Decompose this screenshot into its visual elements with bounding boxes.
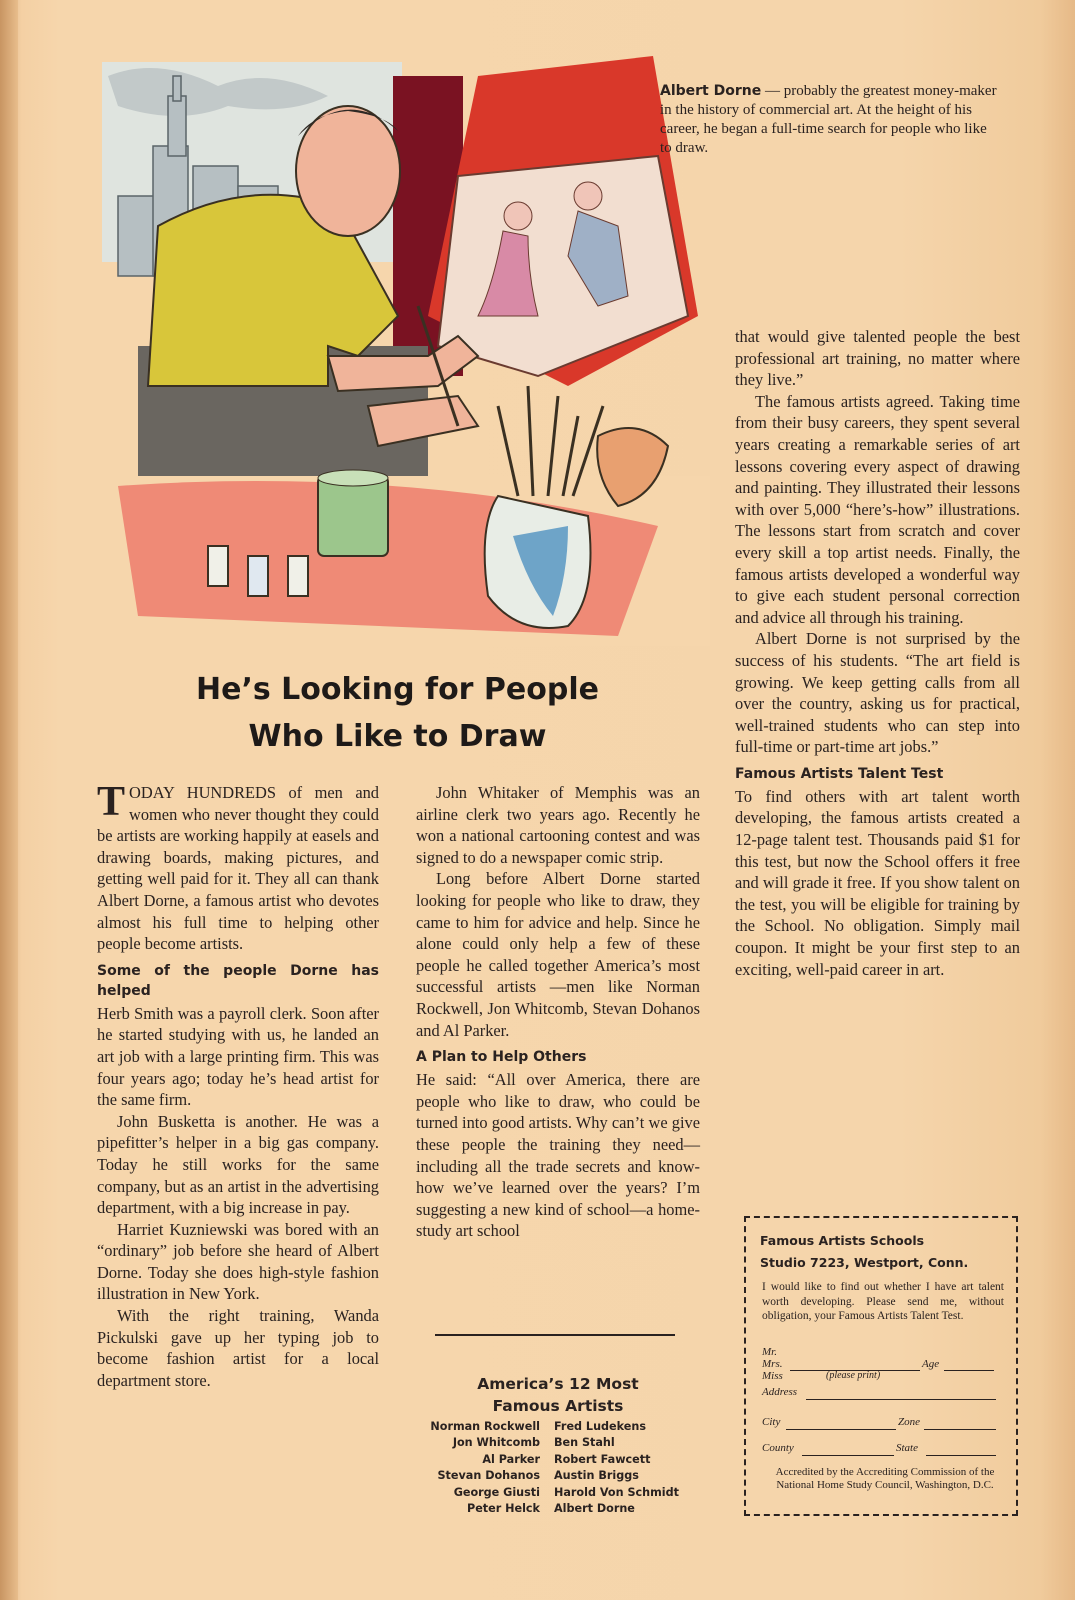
divider — [435, 1334, 675, 1336]
city-field[interactable] — [786, 1429, 896, 1430]
famous-artists-title — [416, 1373, 700, 1417]
column-2 — [416, 782, 700, 1242]
intro-rest: of men and women who never thought they could be artists are working happily at easels and drawing boards, making pictures, and getting well paid for it. They all can thank Albert Dorne, a famous artist who devotes almost his full time to helping other people become artists. — [97, 783, 379, 954]
county-field[interactable] — [802, 1455, 894, 1456]
artist-name: Albert Dorne — [554, 1502, 635, 1516]
artist-name: Robert Fawcett — [554, 1452, 651, 1466]
column-1 — [97, 779, 379, 1391]
famous-title-line-1: America’s 12 Most — [477, 1375, 639, 1393]
label-age: Age — [922, 1358, 940, 1370]
label-mrs: Mrs. — [762, 1358, 783, 1370]
artist-list-right — [554, 1419, 714, 1517]
section-heading-helped: Some of the people Dorne has helped — [97, 962, 379, 999]
illustration-caption — [660, 82, 1000, 158]
artist-name: Fred Ludekens — [554, 1420, 646, 1433]
zone-field[interactable] — [924, 1429, 996, 1430]
label-please-print: (please print) — [826, 1370, 881, 1381]
state-field[interactable] — [926, 1455, 996, 1456]
artist-name: George Giusti — [453, 1485, 540, 1499]
paragraph: Herb Smith was a payroll clerk. Soon after he started studying with us, he landed an art job with a large printing firm. This was four years ago; today he’s head artist for the same firm. — [97, 1003, 379, 1110]
artist-name: Stevan Dohanos — [437, 1469, 540, 1483]
label-city: City — [762, 1416, 781, 1428]
label-zone: Zone — [898, 1416, 920, 1428]
artist-name: Harold Von Schmidt — [554, 1485, 679, 1499]
artist-name: Norman Rockwell — [430, 1420, 540, 1433]
coupon-studio: Studio 7223, Westport, Conn. — [760, 1255, 969, 1270]
address-field[interactable] — [806, 1399, 996, 1400]
label-county: County — [762, 1442, 794, 1454]
paragraph: To find others with art talent worth developing, the famous artists created a 12-page talent test. Thousands paid $1 for this test, but now the School offers it free and will grade it free. If you show talent on the test, you will be eligible for training by the School. No obligation. Simply mail coupon. It might be your first step to an exciting, well-paid career in art. — [735, 786, 1020, 979]
caption-name: Albert Dorne — [660, 83, 762, 99]
artist-name: Al Parker — [482, 1452, 540, 1466]
intro-lead-caps: ODAY HUNDREDS — [129, 783, 276, 802]
paragraph: John Whitaker of Memphis was an airline clerk two years ago. Recently he won a national cartooning contest and was signed to do a newspaper comic strip. — [416, 783, 700, 867]
age-field[interactable] — [944, 1370, 994, 1371]
label-miss: Miss — [762, 1370, 783, 1382]
paragraph: With the right training, Wanda Pickulski gave up her typing job to become fashion artist for a local department store. — [97, 1306, 379, 1390]
headline-line-1: He’s Looking for People — [196, 672, 599, 707]
artist-list-left — [408, 1419, 540, 1517]
section-heading-plan: A Plan to Help Others — [416, 1049, 587, 1066]
coupon-request-text: I would like to find out whether I have art talent worth developing. Please send me, without obligation, your Famous Artists Talent Test. — [762, 1281, 1004, 1322]
headline-line-2: Who Like to Draw — [248, 719, 547, 754]
intro-paragraph — [97, 779, 379, 955]
paragraph: John Busketta is another. He was a pipefitter’s helper in a big gas company. Today he still works for the same company, but as an artist in the advertising department, with a big increase in pay. — [97, 1111, 379, 1218]
coupon-address — [760, 1230, 1010, 1274]
artist-name: Peter Helck — [467, 1502, 540, 1516]
accreditation-note: Accredited by the Accrediting Commission of the National Home Study Council, Washington, D.C. — [775, 1466, 995, 1491]
paragraph: He said: “All over America, there are people who like to draw, who could be turned into good artists. Why can’t we give these people the training they need—including all the trade secrets and know-how we’ve learned over the years? I’m suggesting a new kind of school—a home-study art school — [416, 1070, 700, 1241]
artist-name: Austin Briggs — [554, 1469, 639, 1483]
coupon-school-name: Famous Artists Schools — [760, 1233, 925, 1248]
artist-illustration — [98, 56, 710, 646]
drop-cap: T — [97, 779, 126, 825]
paragraph: Long before Albert Dorne started looking for people who like to draw, they came to him for advice and help. Since he alone could only help a few of these people he called together America’s most successful artists —men like Norman Rockwell, Jon Whitcomb, Stevan Dohanos and Al Parker. — [416, 869, 700, 1040]
headline — [100, 666, 695, 760]
paragraph: Harriet Kuzniewski was bored with an “ordinary” job before she heard of Albert Dorne. Today she does high-style fashion illustration in New York. — [97, 1219, 379, 1304]
artist-name: Jon Whitcomb — [452, 1436, 540, 1450]
paragraph: The famous artists agreed. Taking time from their busy careers, they spent several years creating a remarkable series of art lessons covering every aspect of drawing and painting. They illustrated their lessons with over 5,000 “here’s-how” illustrations. The lessons start from scratch and cover every skill a top artist needs. Finally, the famous artists developed a wonderful way to give each student personal correction and advice all through his training. — [735, 391, 1020, 627]
label-state: State — [896, 1442, 918, 1454]
artist-name: Ben Stahl — [554, 1436, 615, 1450]
mail-coupon[interactable] — [744, 1216, 1018, 1516]
label-mr: Mr. — [762, 1346, 777, 1358]
famous-title-line-2: Famous Artists — [492, 1397, 624, 1415]
section-heading-talent-test: Famous Artists Talent Test — [735, 765, 944, 782]
column-3 — [735, 326, 1020, 980]
label-address: Address — [762, 1386, 798, 1398]
paragraph: Albert Dorne is not surprised by the success of his students. “The art field is growing. We keep getting calls from all over the country, asking us for practical, well-trained students who can step into full-time or part-time art jobs.” — [735, 629, 1020, 757]
caption-text: — probably the greatest money-maker in the history of commercial art. At the height of his career, he began a full-time search for people who like to draw. — [660, 83, 997, 156]
paragraph: that would give talented people the best professional art training, no matter where they live.” — [735, 327, 1020, 390]
